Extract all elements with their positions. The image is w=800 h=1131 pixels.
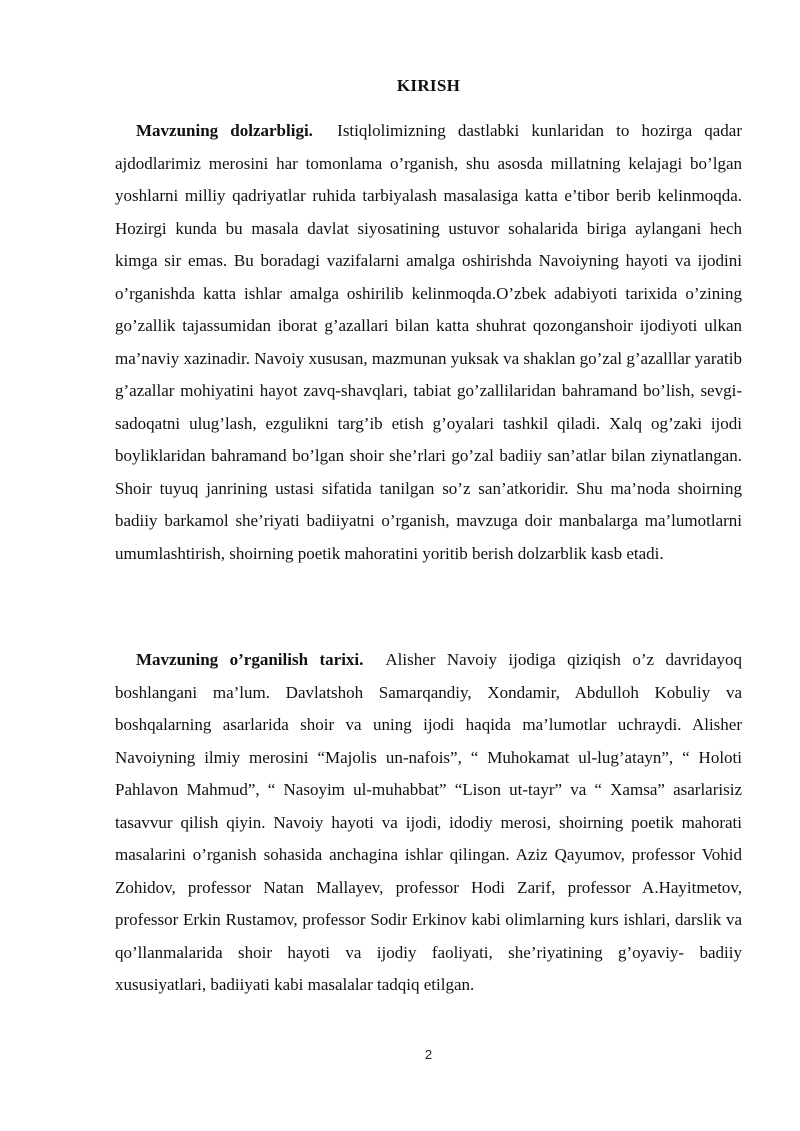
- page-heading: KIRISH: [396, 76, 461, 95]
- paragraph-text-relevance: Istiqlolimizning dastlabki kunlaridan to hozirga qadar ajdodlarimiz merosini har tomonlama o’rganish, shu asosda millatning kelajagi bo’lgan yoshlarni milliy qadriyatlar ruhida tarbiyalash masalasiga katta e’tibor berib kelinmoqda. Hozirgi kunda bu masala davlat siyosatining ustuvor sohalarida biriga aylangani hech kimga sir emas. Bu boradagi vazifalarni amalga oshirishda Navoiyning hayoti va ijodini o’rganishda katta ishlar amalga oshirilib kelinmoqda.O’zbek adabiyoti tarixida o’zining go’zallik tajassumidan iborat g’azallari bilan katta shuhrat qozonganshoir ijodiyoti ulkan ma’naviy xazinadir. Navoiy xususan, mazmunan yuksak va shaklan go’zal g’azalllar yaratib g’azallar mohiyatini hayot zavq-shavqlari, tabiat go’zallilaridan bahramand bo’lish, sevgi-sadoqatni ulug’lash, ezgulikni targ’ib etish g’oyalari tashkil qiladi. Xalq og’zaki ijodi boyliklaridan bahramand bo’lgan shoir she’rlari go’zal badiiy san’atlar bilan ziynatlangan. Shoir tuyuq janrining ustasi sifatida tanilgan so’z san’atkoridir. Shu ma’noda shoirning badiiy barkamol she’riyati badiiyatni o’rganish, mavzuga doir manbalarga ma’lumotlarni umumlashtirish, shoirning poetik mahoratini yoritib berish dolzarblik kasb etadi.: [115, 121, 743, 563]
- paragraph-history: [115, 644, 742, 1002]
- paragraph-text-history: Alisher Navoiy ijodiga qiziqish o’z davridayoq boshlangani ma’lum. Davlatshoh Samarqandiy, Xondamir, Abdulloh Kobuliy va boshqalarning asarlarida shoir va uning ijodi haqida ma’lumotlar uchraydi. Alisher Navoiyning ilmiy merosini “Majolis un-nafois”, “ Muhokamat ul-lug’atayn”, “ Holoti Pahlavon Mahmud”, “ Nasoyim ul-muhabbat” “Lison ut-tayr” va “ Xamsa” asarlarisiz tasavvur qilish qiyin. Navoiy hayoti va ijodi, idodiy merosi, shoirning poetik mahorati masalarini o’rganish sohasida anchagina ishlar qilingan. Aziz Qayumov, professor Vohid Zohidov, professor Natan Mallayev, professor Hodi Zarif, professor A.Hayitmetov, professor Erkin Rustamov, professor Sodir Erkinov kabi olimlarning kurs ishlari, darslik va qo’llanmalarida shoir hayoti va ijodiy faoliyati, she’riyatining g’oyaviy- badiiy xususiyatlari, badiiyati kabi masalalar tadqiq etilgan.: [115, 650, 743, 994]
- paragraph-lead-history: Mavzuning o’rganilish tarixi.: [136, 650, 364, 669]
- paragraph-lead-relevance: Mavzuning dolzarbligi.: [136, 121, 313, 140]
- paragraph-relevance: [115, 115, 742, 570]
- page-number: 2: [424, 1047, 433, 1062]
